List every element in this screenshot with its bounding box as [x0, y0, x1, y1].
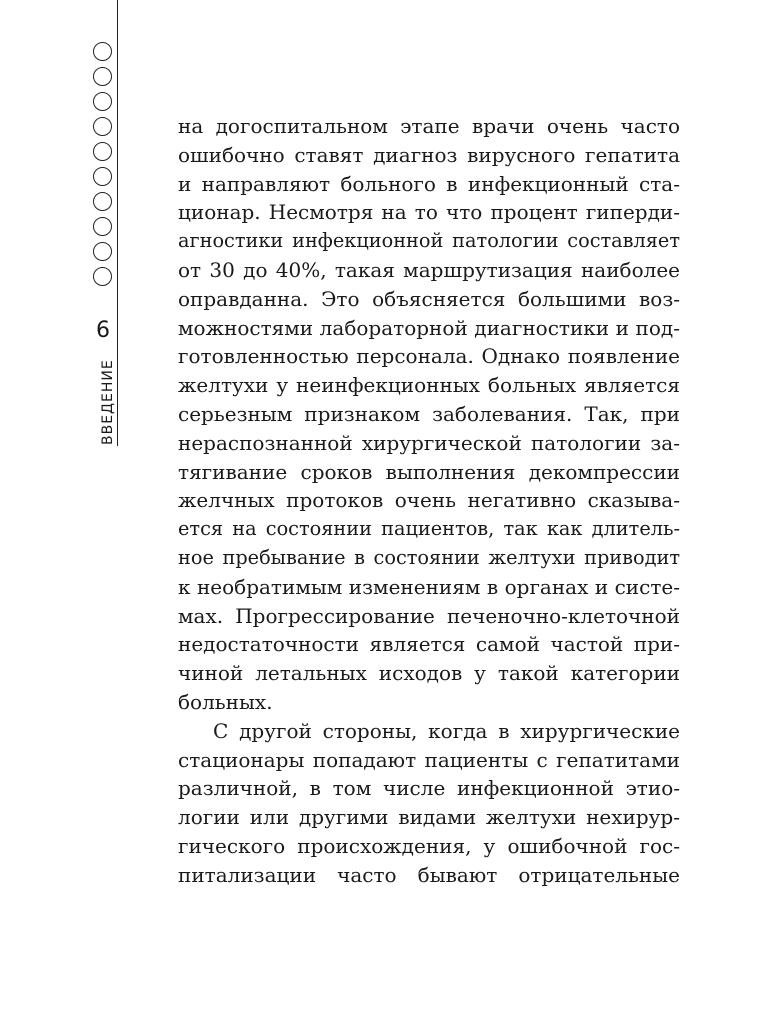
- text-line: различной, в том числе инфекционной этио-: [178, 776, 680, 801]
- text-line: С другой стороны, когда в хирургические: [213, 718, 680, 743]
- text-line: желчных протоков очень негативно сказыва-: [178, 488, 680, 513]
- section-label: ВВЕДЕНИЕ: [100, 359, 116, 445]
- text-line: мах. Прогрессирование печеночно-клеточной: [178, 603, 680, 628]
- text-line: на догоспитальном этапе врачи очень часто: [178, 114, 680, 138]
- text-line: оправданна. Это объясняется большими воз-: [178, 286, 680, 311]
- circle-ornament: [93, 217, 112, 236]
- body-text: [178, 112, 680, 890]
- text-line: агностики инфекционной патологии составляет: [178, 229, 680, 253]
- text-line: тягивание сроков выполнения декомпрессии: [178, 459, 680, 484]
- circle-ornament: [93, 117, 112, 136]
- decorative-circles: [93, 42, 115, 292]
- text-line: желтухи у неинфекционных больных является: [178, 373, 680, 398]
- text-line: к необратимым изменениям в органах и систе-: [178, 574, 680, 599]
- text-line: логии или другими видами желтухи нехирур-: [178, 805, 680, 830]
- margin-rule: [117, 0, 118, 446]
- circle-ornament: [93, 42, 112, 61]
- text-line: недостаточности является самой частой при-: [178, 632, 680, 657]
- circle-ornament: [93, 267, 112, 286]
- text-line: и направляют больного в инфекционный ста-: [178, 171, 680, 196]
- circle-ornament: [93, 67, 112, 86]
- circle-ornament: [93, 192, 112, 211]
- text-line: нераспознанной хирургической патологии за-: [178, 430, 680, 455]
- text-line: стационары попадают пациенты с гепатитами: [178, 747, 680, 772]
- circle-ornament: [93, 242, 112, 261]
- page-number: 6: [96, 318, 110, 343]
- text-line: можностями лабораторной диагностики и под-: [178, 315, 680, 340]
- circle-ornament: [93, 142, 112, 161]
- text-line: готовленностью персонала. Однако появление: [178, 344, 680, 369]
- text-line: ционар. Несмотря на то что процент гиперди-: [178, 200, 680, 225]
- text-line: серьезным признаком заболевания. Так, при: [178, 401, 680, 426]
- text-line: питализации часто бывают отрицательные: [178, 862, 680, 887]
- text-line: ошибочно ставят диагноз вирусного гепатита: [178, 142, 680, 167]
- text-line: гического происхождения, у ошибочной гос-: [178, 833, 680, 858]
- text-line: чиной летальных исходов у такой категории: [178, 661, 680, 686]
- circle-ornament: [93, 167, 112, 186]
- text-line: больных.: [178, 689, 273, 714]
- text-line: ется на состоянии пациентов, так как длитель-: [178, 517, 680, 541]
- text-line: ное пребывание в состоянии желтухи приводит: [178, 545, 680, 569]
- text-line: от 30 до 40%, такая маршрутизация наиболее: [178, 257, 680, 282]
- circle-ornament: [93, 92, 112, 111]
